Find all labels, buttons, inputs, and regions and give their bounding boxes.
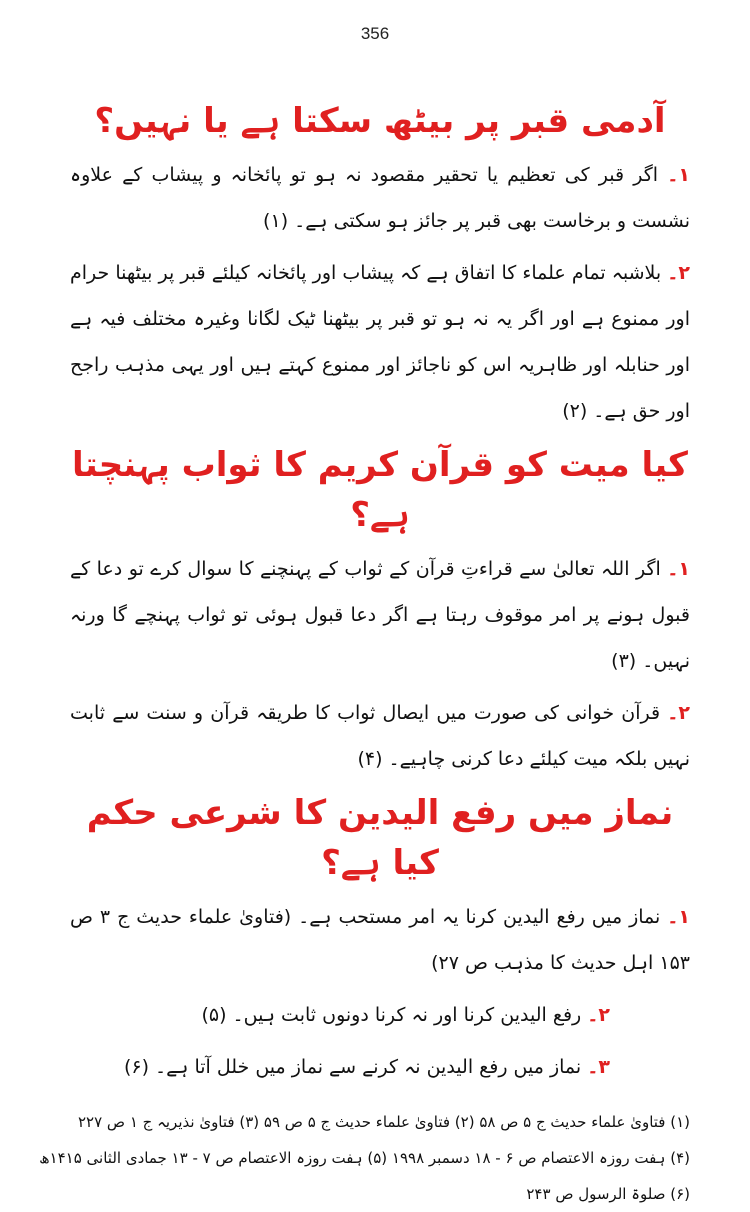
paragraph-text: اگر اللہ تعالیٰ سے قراءتِ قرآن کے ثواب کے پہنچنے کا سوال کرے تو دعا کے قبول ہونے پر امر موقوف رہتا ہے اگر دعا قبول ہوئی تو ثواب پہنچے گا ورنہ نہیں۔ (۳) (70, 558, 690, 672)
paragraph-number: ۳۔ (587, 1056, 610, 1078)
section-heading: نماز میں رفع الیدین کا شرعی حکم کیا ہے؟ (86, 793, 674, 883)
page-number: 356 (360, 24, 390, 43)
section-raf-ul-yadain (70, 788, 690, 1090)
footnote-line: (۶) صلوۃ الرسول ص ۲۴۳ (526, 1185, 690, 1203)
paragraph-text: رفع الیدین کرنا اور نہ کرنا دونوں ثابت ہیں۔ (۵) (201, 1004, 582, 1026)
paragraph (70, 546, 690, 684)
paragraph-number: ۲۔ (667, 702, 691, 724)
footnotes (39, 1104, 690, 1212)
paragraph (70, 690, 690, 782)
paragraph-text: قرآن خوانی کی صورت میں ایصال ثواب کا طریقہ قرآن و سنت سے ثابت نہیں بلکہ میت کیلئے دعا کرنی چاہیے۔ (۴) (70, 702, 690, 770)
paragraph-number: ۱۔ (667, 164, 690, 186)
paragraph (70, 250, 690, 434)
paragraph (70, 1044, 690, 1090)
section-heading: کیا میت کو قرآن کریم کا ثواب پہنچتا ہے؟ (72, 445, 688, 535)
section-sitting-on-grave (70, 96, 690, 434)
section-heading: آدمی قبر پر بیٹھ سکتا ہے یا نہیں؟ (94, 101, 666, 141)
paragraph-text: نماز میں رفع الیدین کرنا یہ امر مستحب ہے۔ (فتاویٰ علماء حدیث ج ۳ ص ۱۵۳ اہل حدیث کا مذہب ص ۲۷) (70, 906, 690, 974)
paragraph (70, 894, 690, 986)
paragraph-number: ۲۔ (667, 262, 690, 284)
page-content (39, 96, 691, 1212)
section-quran-reward (70, 440, 690, 782)
footnote-line: (۴) ہفت روزہ الاعتصام ص ۶ - ۱۸ دسمبر ۱۹۹۸ (۵) ہفت روزہ الاعتصام ص ۷ - ۱۳ جمادی الثانی ۱۴۱۵ھ (39, 1149, 690, 1167)
paragraph (70, 152, 690, 244)
paragraph-number: ۱۔ (667, 906, 690, 928)
paragraph-text: بلاشبہ تمام علماء کا اتفاق ہے کہ پیشاب اور پائخانہ کیلئے قبر پر بیٹھنا حرام اور ممنوع ہے اور اگر یہ نہ ہو تو قبر پر بیٹھنا ٹیک لگانا وغیرہ مختلف فیہ ہے اور حنابلہ اور ظاہریہ اس کو ناجائز اور ممنوع کہتے ہیں اور یہی مذہب راجح اور حق ہے۔ (۲) (70, 262, 690, 422)
footnote-line: (۱) فتاویٰ علماء حدیث ج ۵ ص ۵۸ (۲) فتاویٰ علماء حدیث ج ۵ ص ۵۹ (۳) فتاویٰ نذیریہ ج ۱ ص ۲۲۷ (77, 1113, 690, 1131)
paragraph-number: ۱۔ (667, 558, 690, 580)
paragraph-text: اگر قبر کی تعظیم یا تحقیر مقصود نہ ہو تو پائخانہ و پیشاب کے علاوہ نشست و برخاست بھی قبر پر جائز ہو سکتی ہے۔ (۱) (70, 164, 690, 232)
paragraph (70, 992, 690, 1038)
paragraph-number: ۲۔ (587, 1004, 610, 1026)
paragraph-text: نماز میں رفع الیدین نہ کرنے سے نماز میں خلل آتا ہے۔ (۶) (123, 1056, 582, 1078)
